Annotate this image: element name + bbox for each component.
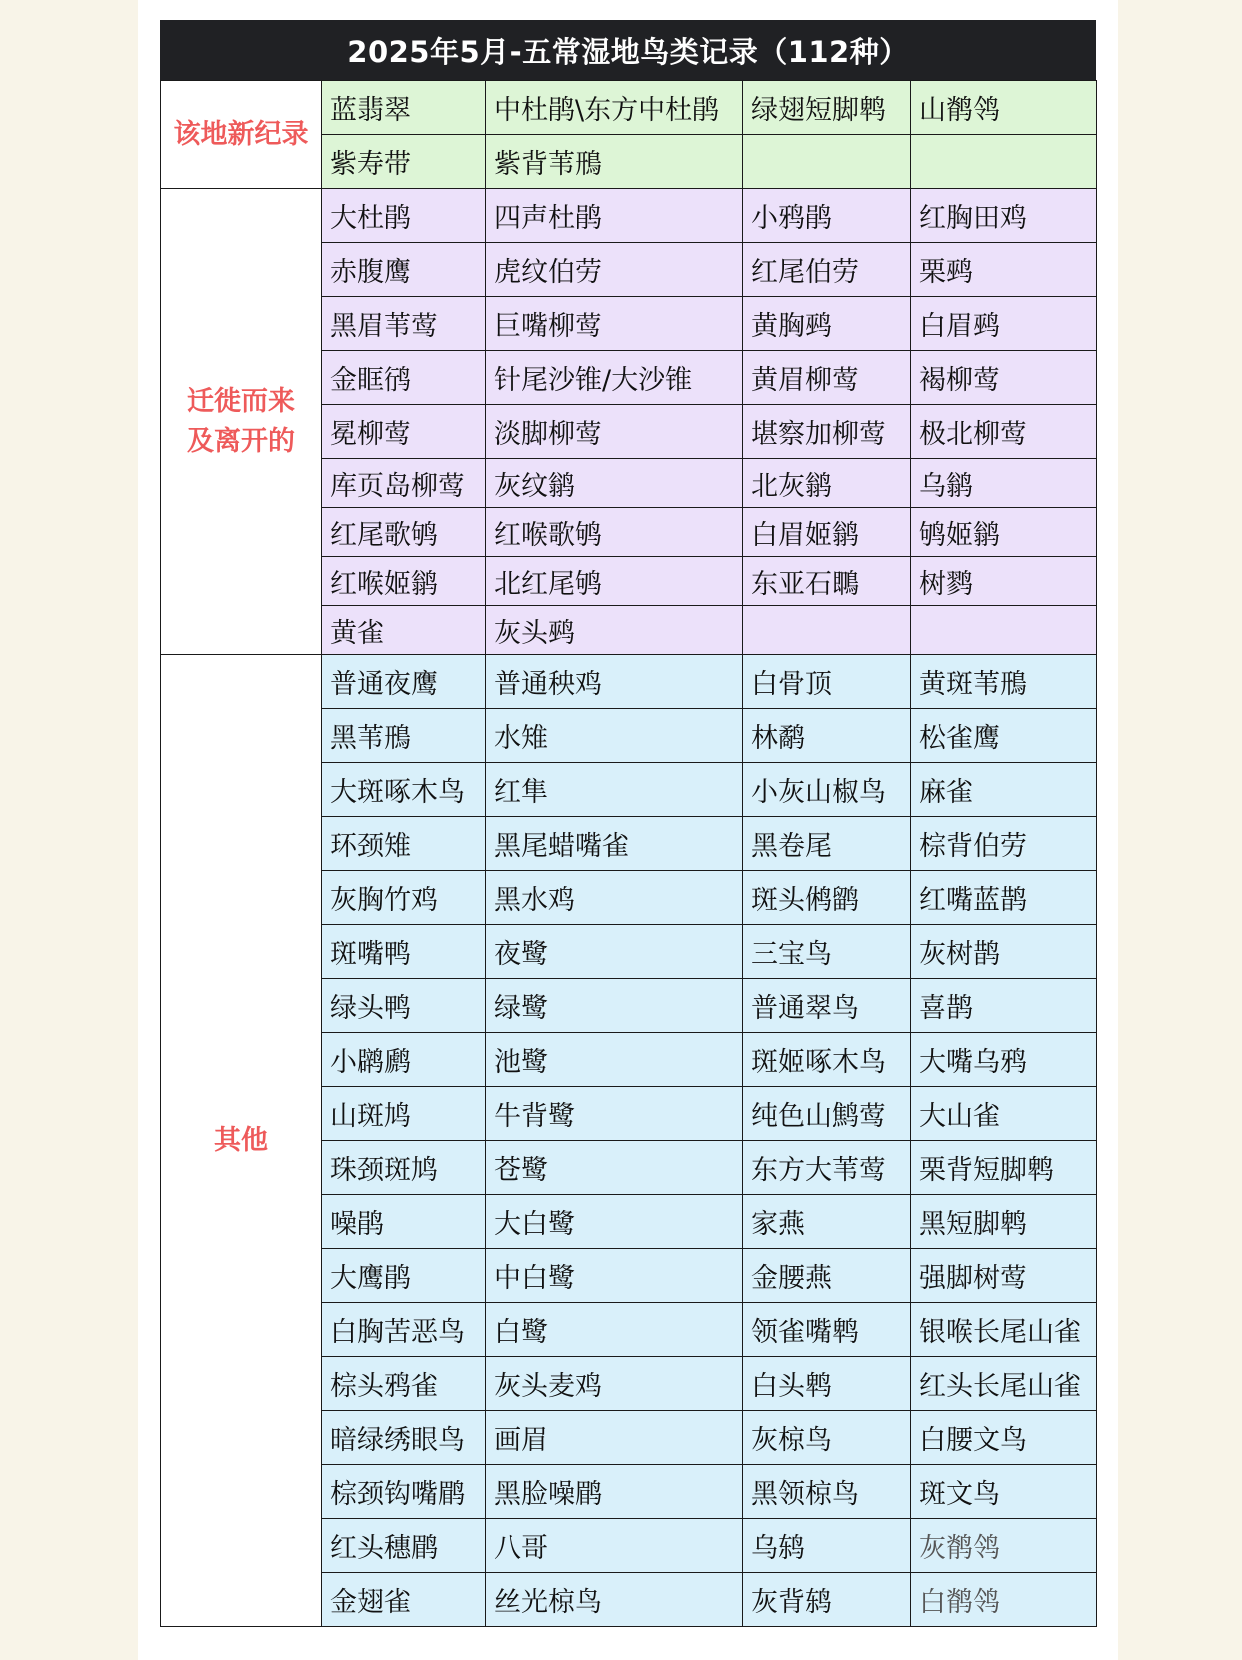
bird-name-cell: 大鹰鹃 <box>322 1249 486 1303</box>
group-migratory-label: 迁徙而来 及离开的 <box>161 189 322 655</box>
bird-name-cell: 强脚树莺 <box>911 1249 1097 1303</box>
bird-name-cell: 红胸田鸡 <box>911 189 1097 243</box>
bird-name-cell: 普通夜鹰 <box>322 655 486 709</box>
bird-name-cell: 灰树鹊 <box>911 925 1097 979</box>
bird-name-cell: 黑尾蜡嘴雀 <box>486 817 743 871</box>
bird-name-cell: 三宝鸟 <box>743 925 911 979</box>
group-new-records-label: 该地新纪录 <box>161 81 322 189</box>
bird-name-cell: 褐柳莺 <box>911 351 1097 405</box>
bird-name-cell: 斑头鸺鹠 <box>743 871 911 925</box>
bird-name-cell: 巨嘴柳莺 <box>486 297 743 351</box>
bird-record-sheet <box>160 20 1096 1627</box>
bird-name-cell: 灰椋鸟 <box>743 1411 911 1465</box>
bird-name-cell: 水雉 <box>486 709 743 763</box>
bird-name-cell: 库页岛柳莺 <box>322 459 486 508</box>
bird-name-cell: 麻雀 <box>911 763 1097 817</box>
bird-name-cell: 东亚石䳭 <box>743 557 911 606</box>
bird-name-cell: 紫背苇鳽 <box>486 135 743 189</box>
bird-name-cell: 纯色山鹪莺 <box>743 1087 911 1141</box>
bird-table <box>160 80 1097 1627</box>
bird-name-cell: 黑领椋鸟 <box>743 1465 911 1519</box>
bird-name-cell: 冕柳莺 <box>322 405 486 459</box>
bird-name-cell: 灰头鹀 <box>486 606 743 655</box>
bird-name-cell: 绿翅短脚鹎 <box>743 81 911 135</box>
bird-name-cell: 北红尾鸲 <box>486 557 743 606</box>
bird-name-cell: 紫寿带 <box>322 135 486 189</box>
bird-name-cell: 赤腹鹰 <box>322 243 486 297</box>
bird-name-cell: 斑姬啄木鸟 <box>743 1033 911 1087</box>
table-row <box>161 81 1097 135</box>
bird-name-cell: 栗鹀 <box>911 243 1097 297</box>
bird-name-cell: 暗绿绣眼鸟 <box>322 1411 486 1465</box>
bird-name-cell: 灰鹡鸰 <box>911 1519 1097 1573</box>
bird-name-cell: 灰头麦鸡 <box>486 1357 743 1411</box>
bird-name-cell: 林鹬 <box>743 709 911 763</box>
bird-name-cell: 银喉长尾山雀 <box>911 1303 1097 1357</box>
bird-name-cell: 灰纹鹟 <box>486 459 743 508</box>
table-title: 2025年5月-五常湿地鸟类记录（112种） <box>160 20 1096 80</box>
bird-name-cell: 红头长尾山雀 <box>911 1357 1097 1411</box>
bird-name-cell: 苍鹭 <box>486 1141 743 1195</box>
bird-name-cell: 松雀鹰 <box>911 709 1097 763</box>
bird-name-cell: 斑嘴鸭 <box>322 925 486 979</box>
bird-name-cell: 红尾歌鸲 <box>322 508 486 557</box>
bird-name-cell: 堪察加柳莺 <box>743 405 911 459</box>
bird-name-cell: 白眉鹀 <box>911 297 1097 351</box>
bird-name-cell: 金翅雀 <box>322 1573 486 1627</box>
bird-name-cell: 白骨顶 <box>743 655 911 709</box>
table-row <box>161 189 1097 243</box>
bird-name-cell: 棕颈钩嘴鹛 <box>322 1465 486 1519</box>
table-row <box>161 655 1097 709</box>
bird-name-cell <box>743 135 911 189</box>
bird-name-cell: 珠颈斑鸠 <box>322 1141 486 1195</box>
bird-name-cell: 黑水鸡 <box>486 871 743 925</box>
bird-name-cell: 黑脸噪鹛 <box>486 1465 743 1519</box>
bird-name-cell: 红喉歌鸲 <box>486 508 743 557</box>
bird-name-cell: 乌鸫 <box>743 1519 911 1573</box>
bird-name-cell <box>743 606 911 655</box>
bird-name-cell: 黑苇鳽 <box>322 709 486 763</box>
bird-name-cell <box>911 606 1097 655</box>
bird-name-cell: 喜鹊 <box>911 979 1097 1033</box>
bird-name-cell: 鸲姬鹟 <box>911 508 1097 557</box>
bird-name-cell: 环颈雉 <box>322 817 486 871</box>
bird-name-cell: 大杜鹃 <box>322 189 486 243</box>
bird-name-cell: 大山雀 <box>911 1087 1097 1141</box>
bird-name-cell: 八哥 <box>486 1519 743 1573</box>
bird-name-cell: 池鹭 <box>486 1033 743 1087</box>
bird-name-cell: 白鹡鸰 <box>911 1573 1097 1627</box>
bird-name-cell: 噪鹃 <box>322 1195 486 1249</box>
bird-name-cell <box>911 135 1097 189</box>
bird-name-cell: 山斑鸠 <box>322 1087 486 1141</box>
bird-name-cell: 中白鹭 <box>486 1249 743 1303</box>
bird-name-cell: 普通秧鸡 <box>486 655 743 709</box>
bird-name-cell: 小灰山椒鸟 <box>743 763 911 817</box>
bird-name-cell: 普通翠鸟 <box>743 979 911 1033</box>
bird-name-cell: 极北柳莺 <box>911 405 1097 459</box>
bird-name-cell: 黑眉苇莺 <box>322 297 486 351</box>
bird-name-cell: 斑文鸟 <box>911 1465 1097 1519</box>
bird-name-cell: 棕背伯劳 <box>911 817 1097 871</box>
bird-name-cell: 虎纹伯劳 <box>486 243 743 297</box>
bird-name-cell: 绿鹭 <box>486 979 743 1033</box>
bird-name-cell: 白鹭 <box>486 1303 743 1357</box>
bird-name-cell: 红喉姬鹟 <box>322 557 486 606</box>
bird-name-cell: 大斑啄木鸟 <box>322 763 486 817</box>
bird-name-cell: 乌鹟 <box>911 459 1097 508</box>
bird-name-cell: 黑短脚鹎 <box>911 1195 1097 1249</box>
bird-name-cell: 山鹡鸰 <box>911 81 1097 135</box>
bird-name-cell: 领雀嘴鹎 <box>743 1303 911 1357</box>
bird-name-cell: 东方大苇莺 <box>743 1141 911 1195</box>
bird-name-cell: 白头鹎 <box>743 1357 911 1411</box>
bird-name-cell: 栗背短脚鹎 <box>911 1141 1097 1195</box>
bird-name-cell: 灰背鸫 <box>743 1573 911 1627</box>
bird-name-cell: 红嘴蓝鹊 <box>911 871 1097 925</box>
bird-name-cell: 针尾沙锥/大沙锥 <box>486 351 743 405</box>
bird-name-cell: 牛背鹭 <box>486 1087 743 1141</box>
bird-name-cell: 大嘴乌鸦 <box>911 1033 1097 1087</box>
bird-name-cell: 丝光椋鸟 <box>486 1573 743 1627</box>
bird-name-cell: 金眶鸻 <box>322 351 486 405</box>
bird-name-cell: 黄雀 <box>322 606 486 655</box>
bird-name-cell: 家燕 <box>743 1195 911 1249</box>
group-others-label: 其他 <box>161 655 322 1627</box>
bird-name-cell: 黄眉柳莺 <box>743 351 911 405</box>
bird-name-cell: 小䴙䴘 <box>322 1033 486 1087</box>
bird-name-cell: 金腰燕 <box>743 1249 911 1303</box>
bird-name-cell: 夜鹭 <box>486 925 743 979</box>
bird-name-cell: 绿头鸭 <box>322 979 486 1033</box>
bird-name-cell: 红尾伯劳 <box>743 243 911 297</box>
bird-name-cell: 黄胸鹀 <box>743 297 911 351</box>
bird-name-cell: 白胸苦恶鸟 <box>322 1303 486 1357</box>
page-background <box>138 0 1118 1660</box>
bird-name-cell: 红头穗鹛 <box>322 1519 486 1573</box>
bird-name-cell: 棕头鸦雀 <box>322 1357 486 1411</box>
bird-name-cell: 四声杜鹃 <box>486 189 743 243</box>
bird-name-cell: 白腰文鸟 <box>911 1411 1097 1465</box>
bird-name-cell: 中杜鹃\东方中杜鹃 <box>486 81 743 135</box>
bird-name-cell: 淡脚柳莺 <box>486 405 743 459</box>
bird-name-cell: 北灰鹟 <box>743 459 911 508</box>
bird-name-cell: 白眉姬鹟 <box>743 508 911 557</box>
bird-name-cell: 灰胸竹鸡 <box>322 871 486 925</box>
bird-name-cell: 树鹨 <box>911 557 1097 606</box>
bird-name-cell: 红隼 <box>486 763 743 817</box>
bird-name-cell: 小鸦鹃 <box>743 189 911 243</box>
bird-name-cell: 黄斑苇鳽 <box>911 655 1097 709</box>
bird-name-cell: 蓝翡翠 <box>322 81 486 135</box>
bird-name-cell: 画眉 <box>486 1411 743 1465</box>
bird-name-cell: 黑卷尾 <box>743 817 911 871</box>
bird-name-cell: 大白鹭 <box>486 1195 743 1249</box>
